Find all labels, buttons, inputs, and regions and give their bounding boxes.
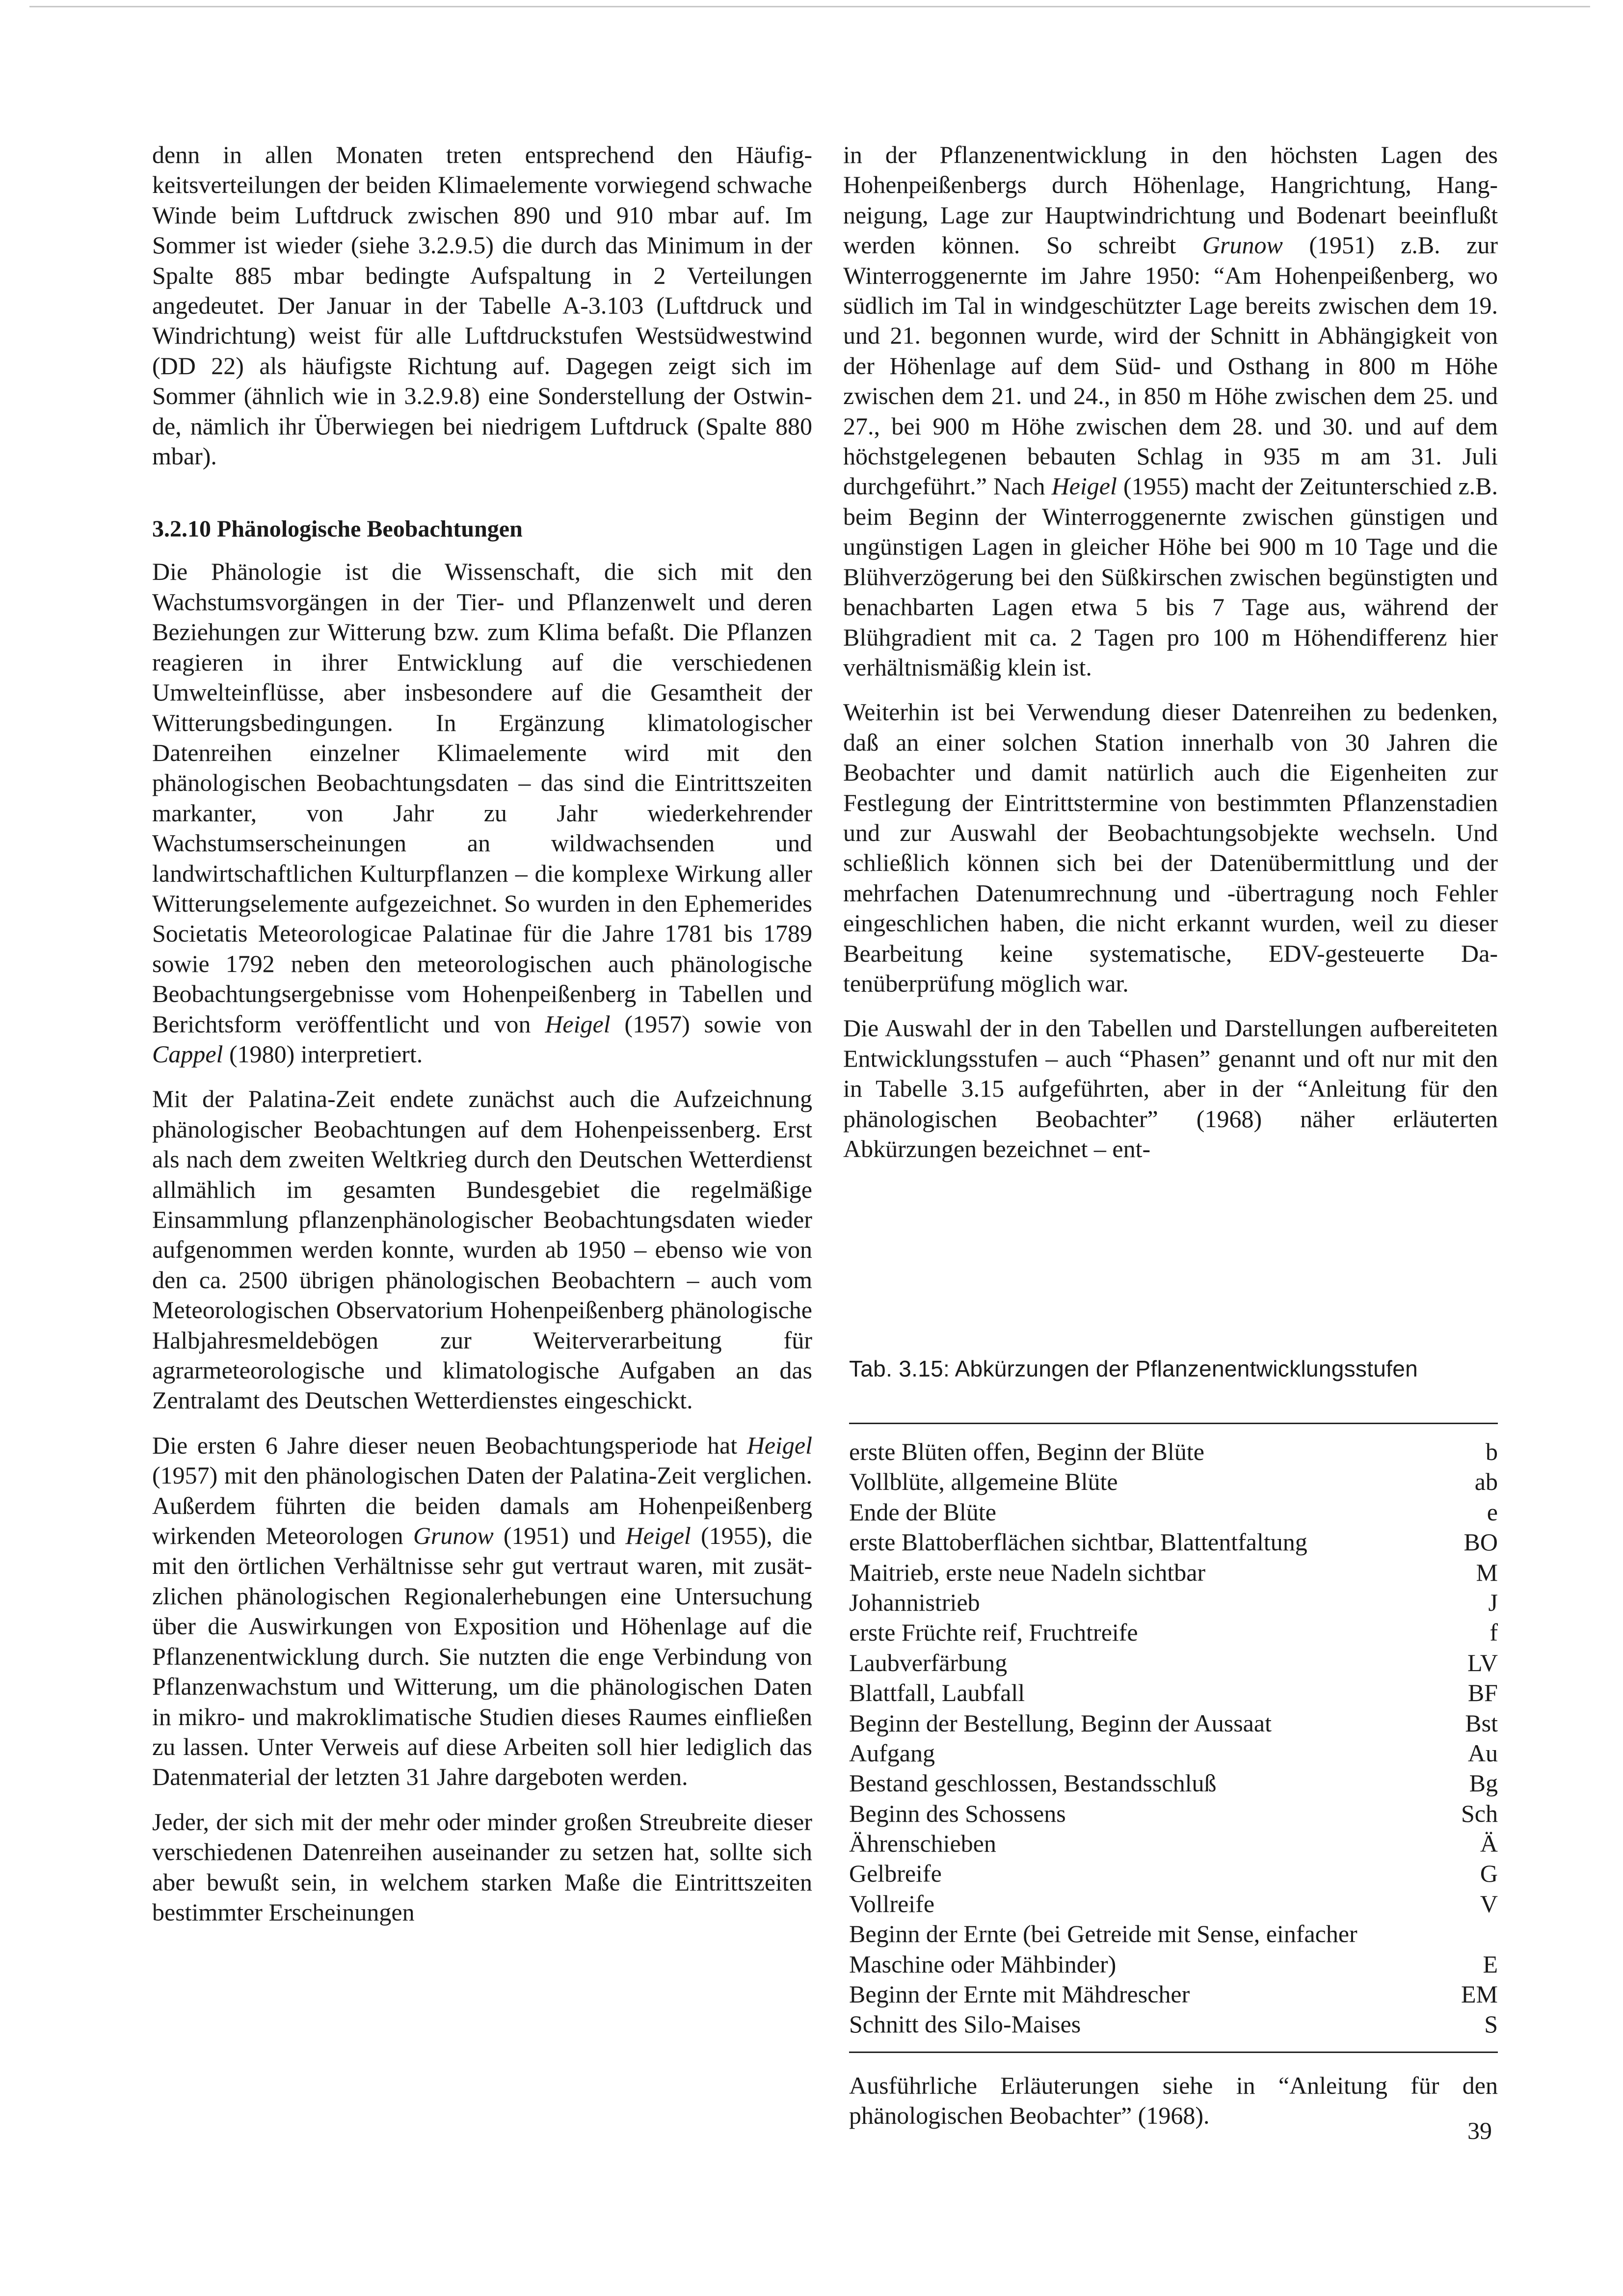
- stage-label: erste Früchte reif, Fruchtreife: [849, 1619, 1138, 1647]
- stage-abbreviation: Au: [1467, 1739, 1498, 1767]
- table-row: [849, 1437, 1498, 1467]
- abbreviation-table: [849, 1354, 1498, 2131]
- stage-label: Beginn der Bestellung, Beginn der Aussaat: [849, 1709, 1272, 1737]
- stage-label: Beginn des Schossens: [849, 1799, 1066, 1827]
- table-row: [849, 2009, 1498, 2039]
- paragraph-entwicklungsstufen: Die Auswahl der in den Tabellen und Darstellungen aufbereiteten Entwicklungsstufen – auch “Phasen” genannt und oft nur mit den in Tabelle 3.15 aufgeführten, aber in der “Anleitung für den phänologischen Beobachter” (1968) näher erläuterten Abkürzungen bezeichnet – ent-: [843, 1014, 1498, 1162]
- table-row: [849, 1889, 1498, 1919]
- top-scan-line: [29, 6, 1590, 7]
- author-name: Grunow: [1202, 231, 1283, 259]
- table-row: [849, 1979, 1498, 2009]
- paragraph-beobachtungsperiode: Die ersten 6 Jahre dieser neuen Beobachtungsperiode hat Heigel (1957) mit den phänologischen Daten der Palatina-Zeit verglichen. Außerdem führten die beiden damals am Hohenpeißenberg wirkenden Meteorologen Grunow (1951) und Heigel (1955), die mit den örtlichen Verhältnisse sehr gut vertraut waren, mit zusätzlichen phänologischen Regionalerhebungen eine Untersuchung über die Auswirkungen von Exposition und Höhenlage auf die Pflanzenentwicklung durch. Sie nutzten die enge Verbindung von Pflanzenwachstum und Witterung, um die phänologischen Daten in mikro- und makroklimatische Studien dieses Raumes einfließen zu lassen. Unter Verweis auf diese Arbeiten soll hier lediglich das Datenmaterial der letzten 31 Jahre dargeboten werden.: [152, 1431, 813, 1791]
- stage-label: Beginn der Ernte (bei Getreide mit Sense, einfacher Maschine oder Mähbinder): [849, 1920, 1357, 1978]
- author-name: Grunow: [413, 1522, 494, 1550]
- paragraph-phaenologie: Die Phänologie ist die Wissenschaft, die sich mit den Wachstumsvorgängen in der Tier- und Pflanzenwelt und deren Beziehungen zur Witterung bzw. zum Klima befaßt. Die Pflanzen reagieren in ihrer Entwicklung auf die verschiedenen Umwelteinflüsse, aber insbesondere auf die Gesamtheit der Witterungsbedingungen. In Ergänzung klimatologischer Datenreihen einzelner Klimaelemente wird mit den phänologischen Beobachtungsdaten – das sind die Eintrittszeiten markanter, von Jahr zu Jahr wiederkehrender Wachstumserscheinungen an wildwachsenden und landwirtschaftlichen Kulturpflanzen – die komplexe Wirkung aller Witterungselemente aufgezeichnet. So wurden in den Ephemerides Societatis Meteorologicae Palatinae für die Jahre 1781 bis 1789 sowie 1792 neben den meteorologischen auch phänologische Beobachtungsergebnisse vom Hohenpeißenberg in Tabellen und Berichtsform veröffentlicht und von Heigel (1957) sowie von Cappel (1980) interpretiert.: [152, 558, 813, 1068]
- table-row: [849, 1799, 1498, 1829]
- table-row: [849, 1738, 1498, 1768]
- table-row: [849, 1678, 1498, 1708]
- paragraph-luftdruck: denn in allen Monaten treten entsprechend den Häufigkeitsverteilungen der beiden Klimaelemente vorwiegend schwache Winde beim Luftdruck zwischen 890 und 910 mbar auf. Im Sommer ist wieder (siehe 3.2.9.5) die durch das Minimum in der Spalte 885 mbar bedingte Aufspaltung in 2 Verteilungen angedeutet. Der Januar in der Tabelle A-3.103 (Luftdruck und Windrichtung) weist für alle Luftdruckstufen Westsüdwestwind (DD 22) als häufigste Richtung auf. Dagegen zeigt sich im Sommer (ähnlich wie in 3.2.9.8) eine Sonderstellung der Ostwinde, nämlich ihr Überwiegen bei niedrigem Luftdruck (Spalte 880 mbar).: [152, 141, 812, 470]
- table-row: [849, 1497, 1498, 1527]
- stage-abbreviation: b: [1486, 1437, 1498, 1465]
- stage-label: Gelbreife: [849, 1860, 942, 1888]
- stage-abbreviation: Ä: [1480, 1830, 1498, 1858]
- stage-abbreviation: Bg: [1469, 1769, 1498, 1797]
- stage-label: Johannistrieb: [849, 1588, 980, 1616]
- stage-label: erste Blattoberflächen sichtbar, Blattentfaltung: [849, 1528, 1307, 1556]
- table-bottom-rule: [849, 2052, 1498, 2053]
- stage-label: Maitrieb, erste neue Nadeln sichtbar: [849, 1558, 1206, 1586]
- stage-label: Blattfall, Laubfall: [849, 1679, 1025, 1707]
- table-row: [849, 1859, 1498, 1889]
- table-row: [849, 1708, 1498, 1738]
- stage-abbreviation: LV: [1467, 1648, 1498, 1676]
- table-row: [849, 1588, 1498, 1618]
- table-row: [849, 1648, 1498, 1678]
- author-name: Heigel: [1051, 472, 1117, 500]
- table-rows: [849, 1424, 1498, 2052]
- stage-abbreviation: S: [1484, 2010, 1498, 2038]
- table-row: [849, 1829, 1498, 1859]
- stage-abbreviation: J: [1488, 1588, 1498, 1616]
- table-row: [849, 1558, 1498, 1588]
- stage-label: Vollreife: [849, 1890, 935, 1918]
- stage-abbreviation: BO: [1463, 1528, 1498, 1556]
- stage-abbreviation: G: [1480, 1860, 1498, 1888]
- stage-abbreviation: ab: [1474, 1468, 1498, 1496]
- stage-label: Aufgang: [849, 1739, 935, 1767]
- table-row: [849, 1527, 1498, 1557]
- table-row: [849, 1768, 1498, 1798]
- stage-label: Beginn der Ernte mit Mähdrescher: [849, 1980, 1190, 2008]
- stage-label: Schnitt des Silo-Maises: [849, 2010, 1081, 2038]
- stage-abbreviation: Sch: [1461, 1799, 1498, 1827]
- stage-label: Ährenschieben: [849, 1830, 996, 1858]
- stage-label: erste Blüten offen, Beginn der Blüte: [849, 1437, 1204, 1465]
- paragraph-datenreihen: Weiterhin ist bei Verwendung dieser Datenreihen zu bedenken, daß an einer solchen Station innerhalb von 30 Jahren die Beobachter und damit natürlich auch die Eigenheiten zur Festlegung der Eintrittstermine von bestimmten Pflanzenstadien und zur Auswahl der Beobachtungsobjekte wechseln. Und schließlich können sich bei der Datenübermittlung und der mehrfachen Datenumrechnung und -übertragung noch Fehler eingeschlichen haben, die nicht erkannt wurden, weil zu dieser Bearbeitung keine systematische, EDV-gesteuerte Datenüberprüfung möglich war.: [843, 698, 1498, 997]
- author-name: Heigel: [625, 1522, 691, 1550]
- table-row: [849, 1618, 1498, 1648]
- paragraph-hohenlage: in der Pflanzenentwicklung in den höchsten Lagen des Hohenpeißenbergs durch Höhenlage, Hangrichtung, Hangneigung, Lage zur Hauptwindrichtung und Bodenart beeinflußt werden können. So schreibt Grunow (1951) z.B. zur Winterroggenernte im Jahre 1950: “Am Hohenpeißenberg, wo südlich im Tal in windgeschützter Lage bereits zwischen dem 19. und 21. begonnen wurde, wird der Schnitt in Abhängigkeit von der Höhenlage auf dem Süd- und Osthang in 800 m Höhe zwischen dem 21. und 24., in 850 m Höhe zwischen dem 25. und 27., bei 900 m Höhe zwischen dem 28. und 30. und auf dem höchstgelegenen bebauten Schlag in 935 m am 31. Juli durchgeführt.” Nach Heigel (1955) macht der Zeitunterschied z.B. beim Beginn der Winterroggenernte zwischen günstigen und ungünstigen Lagen in gleicher Höhe bei 900 m 10 Tage und die Blühverzögerung bei den Süßkirschen zwischen begünstigten und benachbarten Lagen etwa 5 bis 7 Tage aus, während der Blühgradient mit ca. 2 Tagen pro 100 m Höhendifferenz hier verhältnismäßig klein ist.: [843, 141, 1498, 681]
- stage-label: Ende der Blüte: [849, 1498, 996, 1526]
- paragraph-streubreite: Jeder, der sich mit der mehr oder minder großen Streubreite dieser verschiedenen Datenreihen auseinander zu setzen hat, sollte sich aber bewußt sein, in welchem starken Maße die Eintrittszeiten bestimmter Erscheinungen: [152, 1808, 812, 1926]
- table-row: [849, 1467, 1498, 1497]
- page-number: 39: [1467, 2117, 1492, 2144]
- stage-abbreviation: BF: [1467, 1679, 1498, 1707]
- author-name: Cappel: [152, 1040, 223, 1068]
- paragraph-palatina: Mit der Palatina-Zeit endete zunächst auch die Aufzeichnung phänologischer Beobachtungen auf dem Hohenpeissenberg. Erst als nach dem zweiten Weltkrieg durch den Deutschen Wetterdienst allmählich im gesamten Bundesgebiet die regelmäßige Einsammlung pflanzenphänologischer Beobachtungsdaten wieder aufgenommen werden konnte, wurden ab 1950 – ebenso wie von den ca. 2500 übrigen phänologischen Beobachtern – auch vom Meteorologischen Observatorium Hohenpeißenberg phänologische Halbjahresmeldebögen zur Weiterverarbeitung für agrarmeteorologische und klimatologische Aufgaben an das Zentralamt des Deutschen Wetterdienstes eingeschickt.: [152, 1085, 812, 1414]
- stage-abbreviation: V: [1480, 1890, 1498, 1918]
- stage-abbreviation: EM: [1461, 1980, 1498, 2008]
- table-caption: Tab. 3.15: Abkürzungen der Pflanzenentwicklungsstufen: [849, 1356, 1418, 1381]
- stage-abbreviation: f: [1490, 1619, 1498, 1647]
- table-row: [849, 1919, 1498, 1979]
- stage-label: Vollblüte, allgemeine Blüte: [849, 1468, 1118, 1496]
- stage-abbreviation: E: [1483, 1950, 1498, 1978]
- author-name: Heigel: [545, 1010, 611, 1038]
- section-heading: 3.2.10 Phänologische Beobachtungen: [152, 516, 523, 542]
- stage-abbreviation: M: [1476, 1558, 1498, 1586]
- table-footnote: Ausführliche Erläuterungen siehe in “Anleitung für den phänologischen Beobachter” (1968).: [849, 2071, 1498, 2130]
- right-column: [843, 140, 1498, 1179]
- stage-abbreviation: Bst: [1465, 1709, 1498, 1737]
- stage-label: Bestand geschlossen, Bestandsschluß: [849, 1769, 1217, 1797]
- left-column: [152, 140, 812, 1942]
- stage-label: Laubverfärbung: [849, 1648, 1008, 1676]
- stage-abbreviation: e: [1487, 1498, 1498, 1526]
- author-name: Heigel: [746, 1431, 812, 1459]
